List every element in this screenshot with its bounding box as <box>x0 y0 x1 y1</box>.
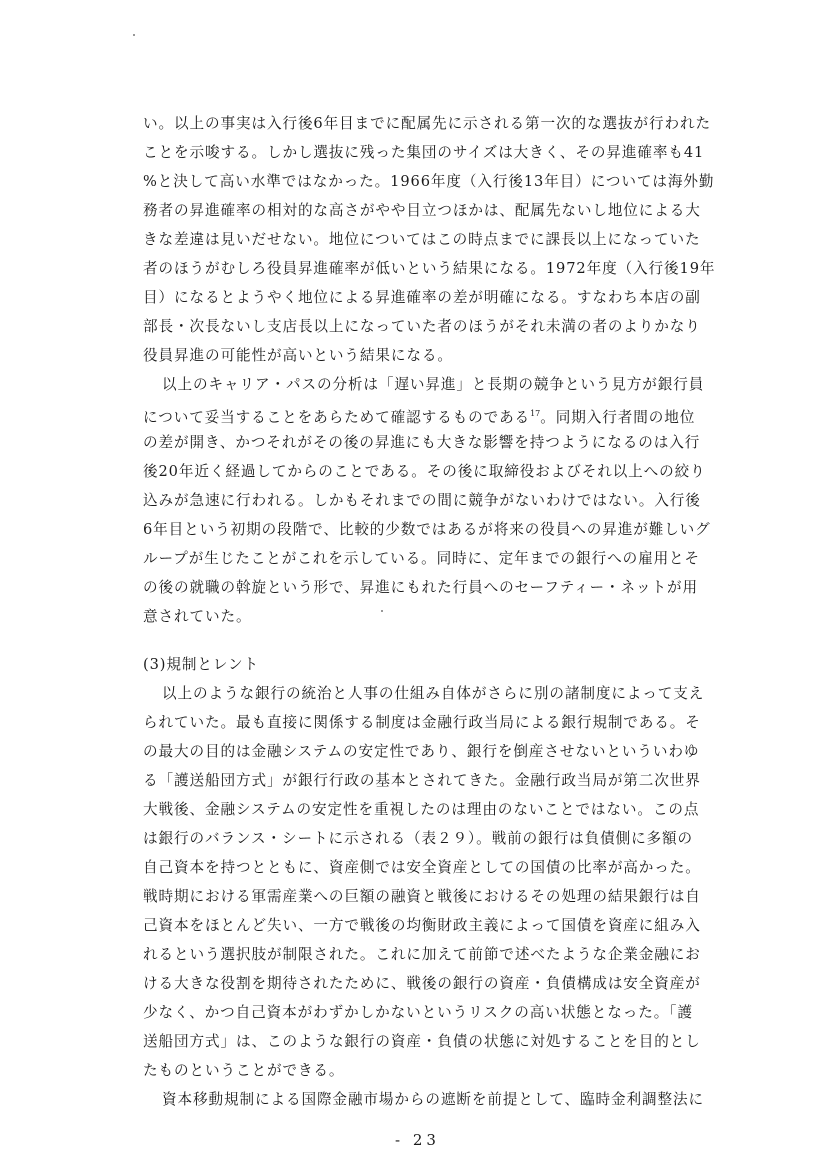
body-text-line: い。以上の事実は入行後6年目までに配属先に示される第一次的な選抜が行われた <box>143 115 711 132</box>
body-text-line: 6年目という初期の段階で、比較的少数ではあるが将来の役員への昇進が難しいグ <box>143 521 711 538</box>
body-text-line: 者のほうがむしろ役員昇進確率が低いという結果になる。1972年度（入行後19年 <box>143 260 716 277</box>
section-heading: (3)規制とレント <box>143 656 259 673</box>
body-text-line-with-note <box>143 400 723 428</box>
body-text-line: %と決して高い水準ではなかった。1966年度（入行後13年目）については海外勤 <box>143 173 715 190</box>
body-text-line: きな差違は見いだせない。地位についてはこの時点までに課長以上になっていた <box>143 231 701 248</box>
body-text-line: 少なく、かつ自己資本がわずかしかないというリスクの高い状態となった。「護 <box>143 1004 693 1021</box>
body-text-line: たものということができる。 <box>143 1062 345 1079</box>
body-text-line: 以上のような銀行の統治と人事の仕組み自体がさらに別の諸制度によって支え <box>162 685 705 702</box>
body-text-line: の差が開き、かつそれがその後の昇進にも大きな影響を持つようになるのは入行 <box>143 434 701 451</box>
body-text-line: 目）になるとようやく地位による昇進確率の差が明確になる。すなわち本店の副 <box>143 289 701 306</box>
body-text-line: ける大きな役割を期待されたために、戦後の銀行の資産・負債構成は安全資産が <box>143 975 701 992</box>
body-text-line: ことを示唆する。しかし選抜に残った集団のサイズは大きく、その昇進確率も41 <box>143 144 705 161</box>
body-text-line: 送船団方式」は、このような銀行の資産・負債の状態に対処することを目的とし <box>143 1033 701 1050</box>
body-text-line: 務者の昇進確率の相対的な高さがやや目立つほかは、配属先ないし地位による大 <box>143 202 701 219</box>
footnote-ref: 17 <box>530 409 541 418</box>
body-text-segment: 。同期入行者間の地位 <box>540 409 696 426</box>
body-text-segment: について妥当することをあらためて確認するものである <box>143 409 531 426</box>
body-text-line: 役員昇進の可能性が高いという結果になる。 <box>143 347 453 364</box>
body-text-line: 後20年近く経過してからのことである。その後に取締役およびそれ以上への絞り <box>143 463 706 480</box>
body-text-line: 戦時期における軍需産業への巨額の融資と戦後におけるその処理の結果銀行は自 <box>143 888 701 905</box>
body-text-line: れるという選択肢が制限された。これに加えて前節で述べたような企業金融にお <box>143 946 701 963</box>
scan-speck <box>133 34 135 36</box>
body-text-line: 意されていた。 <box>143 608 252 625</box>
body-text-line: の最大の目的は金融システムの安定性であり、銀行を倒産させないといういわゆ <box>143 743 700 760</box>
body-text-line: る「護送船団方式」が銀行行政の基本とされてきた。金融行政当局が第二次世界 <box>143 772 701 789</box>
body-text-line: 資本移動規制による国際金融市場からの遮断を前提として、臨時金利調整法に <box>162 1091 704 1108</box>
body-text-line: の後の就職の斡旋という形で、昇進にもれた行員へのセーフティー・ネットが用 <box>143 579 699 596</box>
body-text-line: ループが生じたことがこれを示している。同時に、定年までの銀行への雇用とそ <box>143 550 701 567</box>
body-text-line: 以上のキャリア・パスの分析は「遅い昇進」と長期の競争という見方が銀行員 <box>162 376 705 393</box>
body-text-line: られていた。最も直接に関係する制度は金融行政当局による銀行規制である。そ <box>143 714 701 731</box>
page-number: - 23 <box>395 1131 440 1149</box>
body-text-line: は銀行のバランス・シートに示される（表２９）。戦前の銀行は負債側に多額の <box>143 830 694 847</box>
body-text-line: 大戦後、金融システムの安定性を重視したのは理由のないことではない。この点 <box>143 801 700 818</box>
body-text-line: 込みが急速に行われる。しかもそれまでの間に競争がないわけではない。入行後 <box>143 492 701 509</box>
body-text-line: 己資本をほとんど失い、一方で戦後の均衡財政主義によって国債を資産に組み入 <box>143 917 701 934</box>
body-text-line: 部長・次長ないし支店長以上になっていた者のほうがそれ未満の者のよりかなり <box>143 318 701 335</box>
body-text-line: 自己資本を持つとともに、資産側では安全資産としての国債の比率が高かった。 <box>143 859 701 876</box>
